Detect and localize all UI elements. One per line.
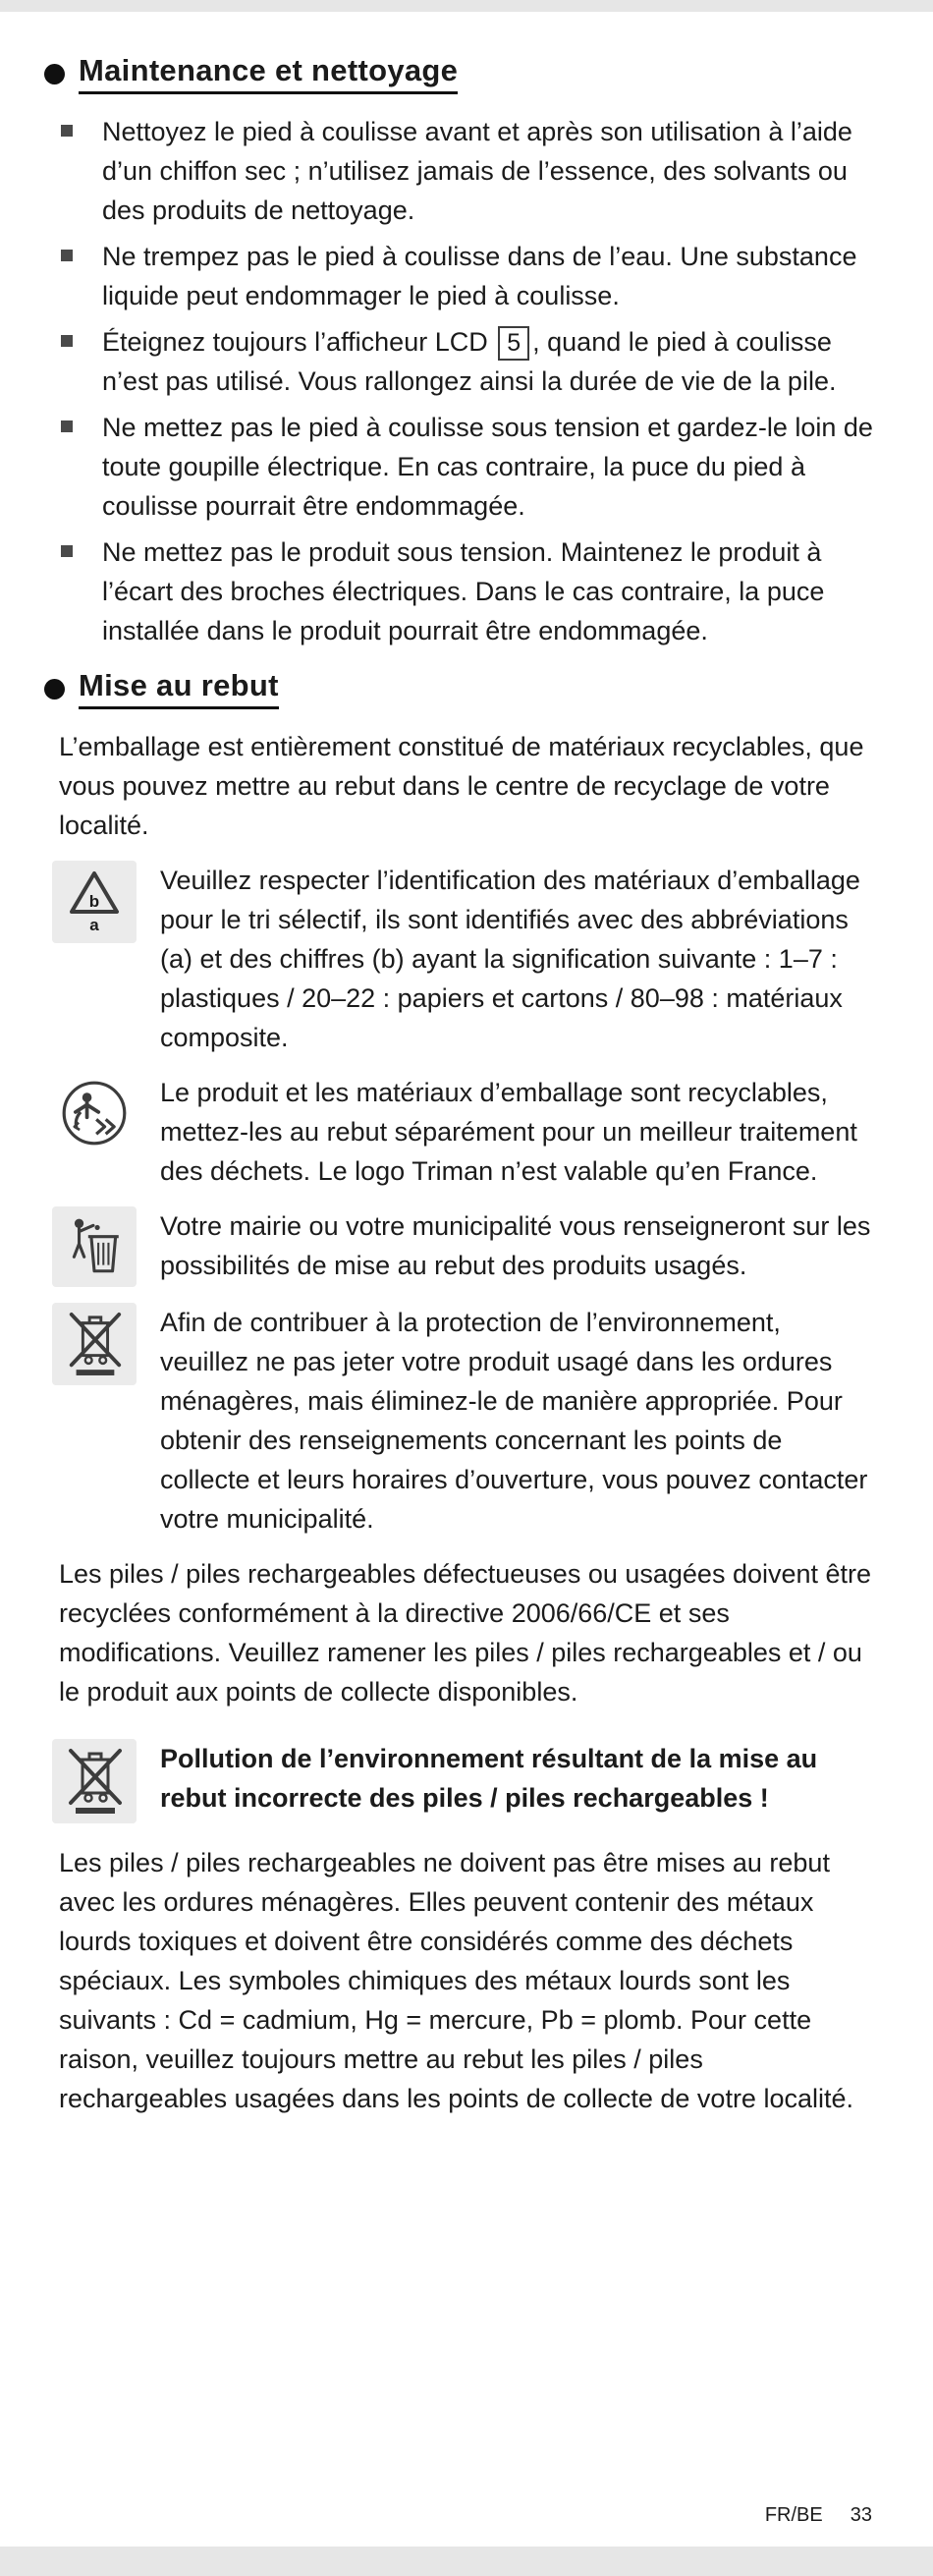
crossed-bin-warning-icon-graphic — [63, 1746, 126, 1817]
section-title: Maintenance et nettoyage — [79, 53, 458, 94]
text-fragment: Éteignez toujours l’afficheur LCD — [102, 327, 488, 357]
icon-row — [52, 1073, 876, 1191]
list-item — [59, 408, 876, 526]
heading-bullet-icon — [44, 679, 65, 700]
icon-row-text: Afin de contribuer à la protection de l’environnement, veuillez ne pas jeter votre produit usagé dans les ordures ménagères, mais éliminez-le de manière appropriée. Pour obtenir des renseignements concernant les points de collecte et leurs horaires d’ouverture, vous pouvez contacter votre municipalité. — [160, 1308, 868, 1534]
square-bullet-icon — [61, 125, 73, 137]
list-item-text: Ne trempez pas le pied à coulisse dans de l’eau. Une substance liquide peut endommager le pied à coulisse. — [102, 242, 857, 310]
square-bullet-icon — [61, 335, 73, 347]
icon-row-text: Le produit et les matériaux d’emballage sont recyclables, mettez-les au rebut séparément pour un meilleur traitement des déchets. Le logo Triman n’est valable qu’en France. — [160, 1078, 857, 1186]
square-bullet-icon — [61, 420, 73, 432]
footer-page-number: 33 — [850, 2504, 872, 2526]
section-disposal — [44, 660, 876, 2134]
tidy-man-bin-icon-graphic — [64, 1214, 125, 1279]
triman-icon-graphic — [61, 1080, 128, 1147]
list-item — [59, 112, 876, 230]
square-bullet-icon — [61, 545, 73, 557]
tidy-man-bin-icon — [52, 1206, 137, 1287]
list-item — [59, 532, 876, 650]
list-item — [59, 237, 876, 315]
page-footer — [44, 2492, 876, 2529]
square-bullet-icon — [61, 250, 73, 261]
text-fragment: , quand le pied à coulisse n’est pas utilisé. Vous rallongez ainsi la durée de vie de la pile. — [102, 327, 837, 396]
crossed-wheelie-bin-icon-graphic — [64, 1310, 125, 1378]
heading-bullet-icon — [44, 64, 65, 84]
list-item-text — [102, 327, 836, 396]
recycling-letter-a: a — [89, 916, 99, 934]
manual-page — [0, 12, 933, 2547]
heading-maintenance — [44, 53, 876, 94]
crossed-bin-warning-icon — [52, 1739, 137, 1823]
lcd-ref-box: 5 — [498, 326, 529, 361]
icon-row — [52, 1206, 876, 1287]
icon-row — [52, 861, 876, 1057]
recycling-code-icon — [52, 861, 137, 943]
triman-icon — [52, 1073, 137, 1153]
icon-row-text: Votre mairie ou votre municipalité vous renseigneront sur les possibilités de mise au rebut des produits usagés. — [160, 1211, 871, 1280]
maintenance-list — [59, 112, 876, 650]
icon-row — [52, 1303, 876, 1539]
section-title: Mise au rebut — [79, 668, 279, 709]
recycling-letter-b: b — [88, 892, 100, 911]
list-item-text: Ne mettez pas le pied à coulisse sous tension et gardez-le loin de toute goupille électrique. En cas contraire, la puce du pied à coulisse pourrait être endommagée. — [102, 413, 873, 521]
final-paragraph: Les piles / piles rechargeables ne doivent pas être mises au rebut avec les ordures ménagères. Elles peuvent contenir des métaux lourds toxiques et doivent être considérés comme des déchets spéciaux. Les symboles chimiques des métaux lourds sont les suivants : Cd = cadmium, Hg = mercure, Pb = plomb. Pour cette raison, veuillez toujours mettre au rebut les piles / piles rechargeables usagées dans les points de collecte de votre localité. — [59, 1848, 853, 2113]
crossed-wheelie-bin-icon — [52, 1303, 137, 1385]
warning-title: Pollution de l’environnement résultant de la mise au rebut incorrecte des piles / piles rechargeables ! — [160, 1744, 818, 1813]
list-item — [59, 322, 876, 401]
recycling-code-icon-graphic — [65, 868, 124, 936]
footer-region-label: FR/BE — [764, 2504, 823, 2526]
warning-block — [52, 1739, 876, 1823]
heading-disposal — [44, 668, 876, 709]
disposal-intro: L’emballage est entièrement constitué de matériaux recyclables, que vous pouvez mettre au rebut dans le centre de recyclage de votre localité. — [59, 732, 864, 840]
list-item-text: Nettoyez le pied à coulisse avant et après son utilisation à l’aide d’un chiffon sec ; n’utilisez jamais de l’essence, des solvants ou des produits de nettoyage. — [102, 117, 852, 225]
icon-row-text: Veuillez respecter l’identification des matériaux d’emballage pour le tri sélectif, ils sont identifiés avec des abbréviations (a) et des chiffres (b) ayant la signification suivante : 1–7 : plastiques / 20–22 : papiers et cartons / 80–98 : matériaux composite. — [160, 866, 860, 1052]
list-item-text: Ne mettez pas le produit sous tension. Maintenez le produit à l’écart des broches électriques. Dans le cas contraire, la puce installée dans le produit pourrait être endommagée. — [102, 537, 825, 645]
battery-disposal-paragraph: Les piles / piles rechargeables défectueuses ou usagées doivent être recyclées conformément à la directive 2006/66/CE et ses modifications. Veuillez ramener les piles / piles rechargeables et / ou le produit aux points de collecte disponibles. — [59, 1559, 872, 1707]
section-maintenance — [44, 45, 876, 660]
